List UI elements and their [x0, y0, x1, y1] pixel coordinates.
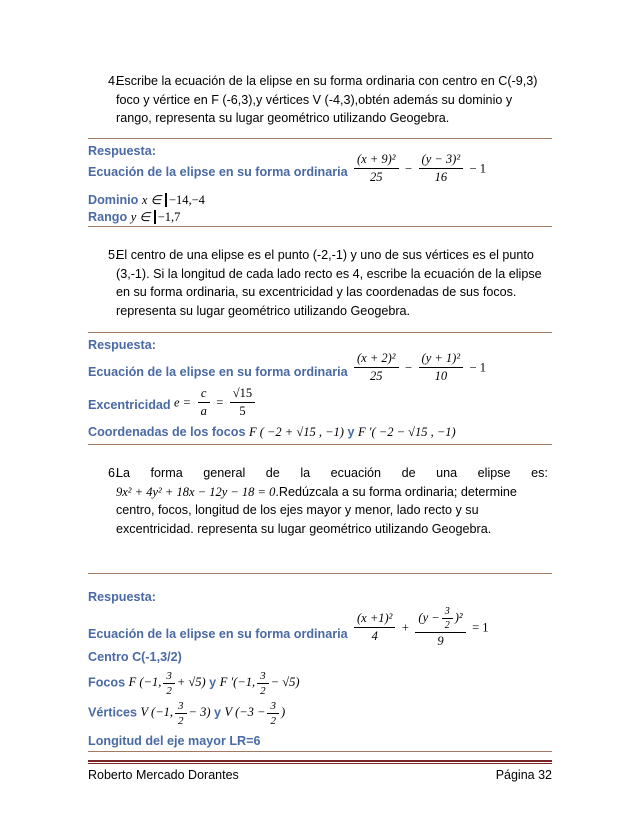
problem-5-line-1: El centro de una elipse es el punto (-2,-1) y uno de sus vértices es el punto	[116, 248, 534, 262]
problem-6-text	[116, 464, 548, 538]
problem-5-line-4: representa su lugar geométrico utilizando Geogebra.	[116, 303, 411, 318]
vert-post: − 3)	[188, 705, 211, 720]
vert-pre: V (−3 −	[224, 705, 266, 720]
foco-1	[128, 670, 206, 697]
frac-num: (x + 9)²	[357, 152, 396, 166]
divider	[88, 444, 552, 445]
problem-4-line-1: Escribe la ecuación de la elipse en su forma ordinaria con centro en C(-9,3)	[116, 74, 538, 88]
frac-num: 3	[270, 700, 276, 712]
frac-den: 2	[175, 713, 187, 727]
word: es:	[531, 466, 548, 480]
word: elipse	[477, 466, 511, 480]
minus-sign: −	[405, 360, 413, 375]
foco-1: F ( −2 + √15 , −1)	[248, 425, 344, 439]
answer-5-equation-label: Ecuación de la elipse en su forma ordinaria	[88, 365, 348, 379]
rango-row	[88, 209, 180, 225]
frac-num: (x +1)²	[357, 611, 393, 625]
footer-page-number: Página 32	[495, 768, 552, 782]
equals-one: − 1	[469, 360, 486, 375]
word: la	[300, 466, 311, 480]
answer-4-label: Respuesta:	[88, 144, 156, 158]
vertices-conjunction: y	[214, 705, 222, 720]
frac-den: 10	[419, 367, 464, 384]
centro: Centro C(-1,3/2)	[88, 650, 182, 664]
focos-conjunction: y	[347, 425, 355, 439]
frac-den: 2	[267, 713, 279, 727]
frac-den: 2	[257, 683, 269, 697]
focos-label: Coordenadas de los focos	[88, 425, 246, 439]
answer-6-label: Respuesta:	[88, 590, 156, 604]
divider	[88, 332, 552, 333]
foco-post: + √5)	[176, 675, 206, 690]
word: una	[436, 466, 458, 480]
focos-row	[88, 670, 300, 697]
dominio-row	[88, 192, 205, 208]
vertice-2	[224, 700, 286, 727]
vertices-row	[88, 700, 285, 727]
plus-sign: +	[401, 620, 409, 635]
word: de	[265, 466, 280, 480]
equals-one: − 1	[469, 161, 486, 176]
excentricidad-formula	[174, 386, 257, 419]
problem-5-number: 5.	[108, 248, 119, 262]
equals-one: = 1	[472, 620, 489, 635]
frac-num	[415, 606, 465, 632]
frac-den: 4	[354, 627, 395, 644]
frac-num: (y + 1)²	[421, 351, 461, 365]
dominio-math: x ∈	[141, 193, 162, 207]
general-equation: 9x² + 4y² + 18x − 12y − 18 = 0	[116, 484, 276, 499]
vert-post: )	[280, 705, 286, 720]
minus-sign: −	[405, 161, 413, 176]
footer-author: Roberto Mercado Dorantes	[88, 768, 239, 782]
problem-6-line-4: excentricidad. representa su lugar geométrico utilizando Geogebra.	[116, 521, 492, 536]
problem-6-number: 6.	[108, 466, 119, 480]
answer-6-equation-label: Ecuación de la elipse en su forma ordinaria	[88, 627, 348, 641]
word: de	[401, 466, 416, 480]
rango-value: −1,7	[154, 210, 181, 224]
answer-4-equation	[352, 152, 486, 185]
num-pre: (y −	[418, 610, 440, 625]
num-post: )²	[454, 610, 463, 625]
divider	[88, 751, 552, 752]
focos-row	[88, 425, 456, 440]
frac-den: 2	[163, 683, 175, 697]
answer-4-equation-label: Ecuación de la elipse en su forma ordinaria	[88, 165, 348, 179]
foco-pre: F (−1,	[128, 675, 162, 690]
frac-den: 9	[415, 632, 465, 649]
excentricidad-label: Excentricidad	[88, 398, 171, 412]
problem-5-line-2: (3,-1). Si la longitud de cada lado recto es 4, escribe la ecuación de la elipse	[116, 266, 542, 281]
frac-den: 25	[354, 367, 399, 384]
problem-5-line-3: en su forma ordinaria, su excentricidad y las coordenadas de sus focos.	[116, 285, 517, 299]
foco-2: F ′( −2 − √15 , −1)	[357, 425, 456, 439]
word: La	[116, 466, 131, 480]
footer-rule-thin	[88, 763, 552, 764]
word: general	[203, 466, 246, 480]
frac-num: 3	[178, 700, 184, 712]
focos-conjunction: y	[209, 675, 217, 690]
frac-num: c	[200, 386, 207, 400]
dominio-value: −14,−4	[165, 193, 205, 207]
word: ecuación	[330, 466, 382, 480]
frac-num: √15	[232, 386, 253, 400]
footer-rule	[88, 760, 552, 762]
problem-4-line-3: rango, representa su lugar geométrico utilizando Geogebra.	[116, 111, 450, 125]
eje-mayor: Longitud del eje mayor LR=6	[88, 734, 261, 748]
focos-label: Focos	[88, 675, 126, 690]
problem-4-number: 4.	[108, 74, 119, 88]
foco-pre: F ′(−1,	[219, 675, 256, 690]
rango-math: y ∈	[130, 210, 151, 224]
problem-6-line-2	[116, 483, 548, 502]
frac-den: 5	[230, 402, 255, 419]
answer-6-equation	[352, 606, 489, 649]
equals-sign: =	[216, 395, 224, 410]
frac-num: 3	[166, 670, 172, 682]
vertice-1	[140, 700, 211, 727]
frac-num: (x + 2)²	[357, 351, 396, 365]
frac-num: (y − 3)²	[421, 152, 461, 166]
divider	[88, 138, 552, 139]
frac-num: 3	[444, 606, 450, 617]
answer-5-label: Respuesta:	[88, 338, 156, 352]
foco-post: − √5)	[270, 675, 300, 690]
answer-5-equation	[352, 351, 486, 384]
vertices-label: Vértices	[88, 705, 138, 720]
frac-den: 16	[419, 168, 464, 185]
problem-6-line-3: centro, focos, longitud de los ejes mayor y menor, lado recto y su	[116, 503, 479, 517]
problem-6-line-1	[116, 464, 548, 483]
frac-den: a	[198, 402, 210, 419]
rango-label: Rango	[88, 210, 128, 224]
exc-e: e =	[174, 395, 192, 410]
foco-2	[219, 670, 300, 697]
problem-4-text	[116, 72, 548, 128]
frac-num: 3	[260, 670, 266, 682]
problem-6-line-2-text: .Redúzcala a su forma ordinaria; determine	[275, 484, 517, 499]
vert-pre: V (−1,	[140, 705, 174, 720]
frac-den: 25	[354, 168, 399, 185]
divider	[88, 573, 552, 574]
problem-5-text	[116, 246, 548, 320]
problem-4-line-2: foco y vértice en F (-6,3),y vértices V (-4,3),obtén además su dominio y	[116, 92, 513, 107]
dominio-label: Dominio	[88, 193, 139, 207]
frac-den: 2	[442, 618, 453, 631]
word: forma	[150, 466, 183, 480]
divider	[88, 226, 552, 227]
